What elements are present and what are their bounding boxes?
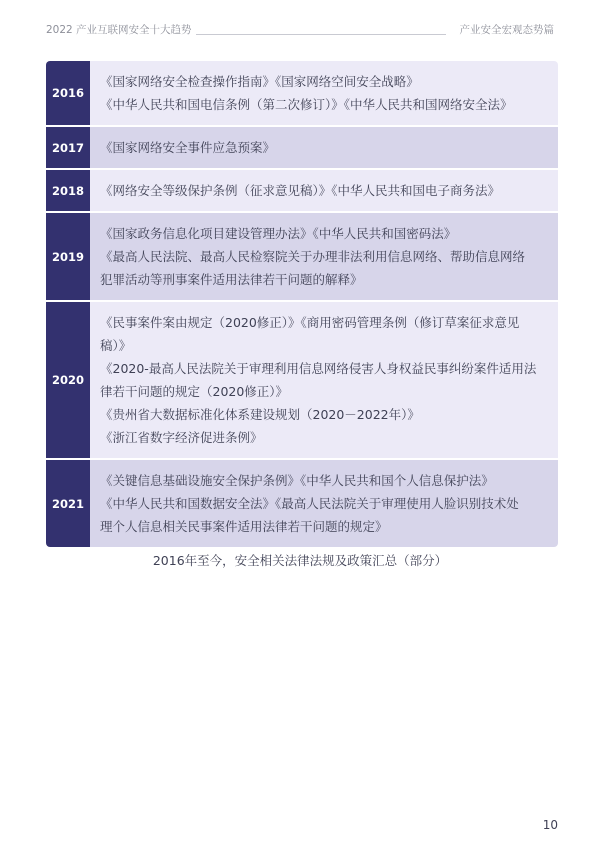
header-divider (196, 34, 446, 35)
law-line: 《国家政务信息化项目建设管理办法》《中华人民共和国密码法》 (100, 226, 457, 241)
table-row (46, 127, 558, 170)
laws-cell (90, 61, 558, 125)
year-cell: 2021 (46, 460, 90, 547)
law-line: 《中华人民共和国电信条例（第二次修订）》《中华人民共和国网络安全法》 (100, 97, 513, 112)
laws-cell (90, 170, 558, 211)
page-number: 10 (542, 818, 558, 832)
year-cell: 2017 (46, 127, 90, 168)
laws-cell (90, 213, 558, 300)
section-title: 产业安全宏观态势篇 (459, 24, 554, 36)
table-row (46, 460, 558, 547)
laws-cell (90, 302, 558, 458)
table-row (46, 213, 558, 302)
law-line: 律若干问题的规定（2020修正）》 (100, 384, 289, 399)
laws-cell (90, 127, 558, 168)
law-line: 《关键信息基础设施安全保护条例》《中华人民共和国个人信息保护法》 (100, 473, 494, 488)
year-cell: 2019 (46, 213, 90, 300)
law-line: 《浙江省数字经济促进条例》 (100, 430, 263, 445)
laws-cell (90, 460, 558, 547)
table-row (46, 302, 558, 460)
report-title: 2022 产业互联网安全十大趋势 (46, 24, 192, 36)
law-line: 《国家网络安全检查操作指南》《国家网络空间安全战略》 (100, 74, 419, 89)
law-line: 《最高人民法院、最高人民检察院关于办理非法利用信息网络、帮助信息网络 (100, 249, 526, 264)
law-line: 《中华人民共和国数据安全法》《最高人民法院关于审理使用人脸识别技术处 (100, 496, 519, 511)
law-line: 《贵州省大数据标准化体系建设规划（2020－2022年）》 (100, 407, 420, 422)
law-line: 理个人信息相关民事案件适用法律若干问题的规定》 (100, 519, 388, 534)
law-timeline-table (46, 61, 558, 547)
table-caption: 2016年至今，安全相关法律法规及政策汇总（部分） (152, 553, 448, 568)
law-line: 《2020-最高人民法院关于审理利用信息网络侵害人身权益民事纠纷案件适用法 (100, 361, 537, 376)
year-cell: 2018 (46, 170, 90, 211)
table-row (46, 61, 558, 127)
page-header (46, 22, 554, 40)
year-cell: 2020 (46, 302, 90, 458)
law-line: 《网络安全等级保护条例（征求意见稿）》《中华人民共和国电子商务法》 (100, 183, 501, 198)
law-line: 《民事案件案由规定（2020修正）》《商用密码管理条例（修订草案征求意见稿）》 (100, 315, 520, 353)
law-line: 犯罪活动等刑事案件适用法律若干问题的解释》 (100, 272, 363, 287)
table-row (46, 170, 558, 213)
year-cell: 2016 (46, 61, 90, 125)
law-line: 《国家网络安全事件应急预案》 (100, 140, 276, 155)
